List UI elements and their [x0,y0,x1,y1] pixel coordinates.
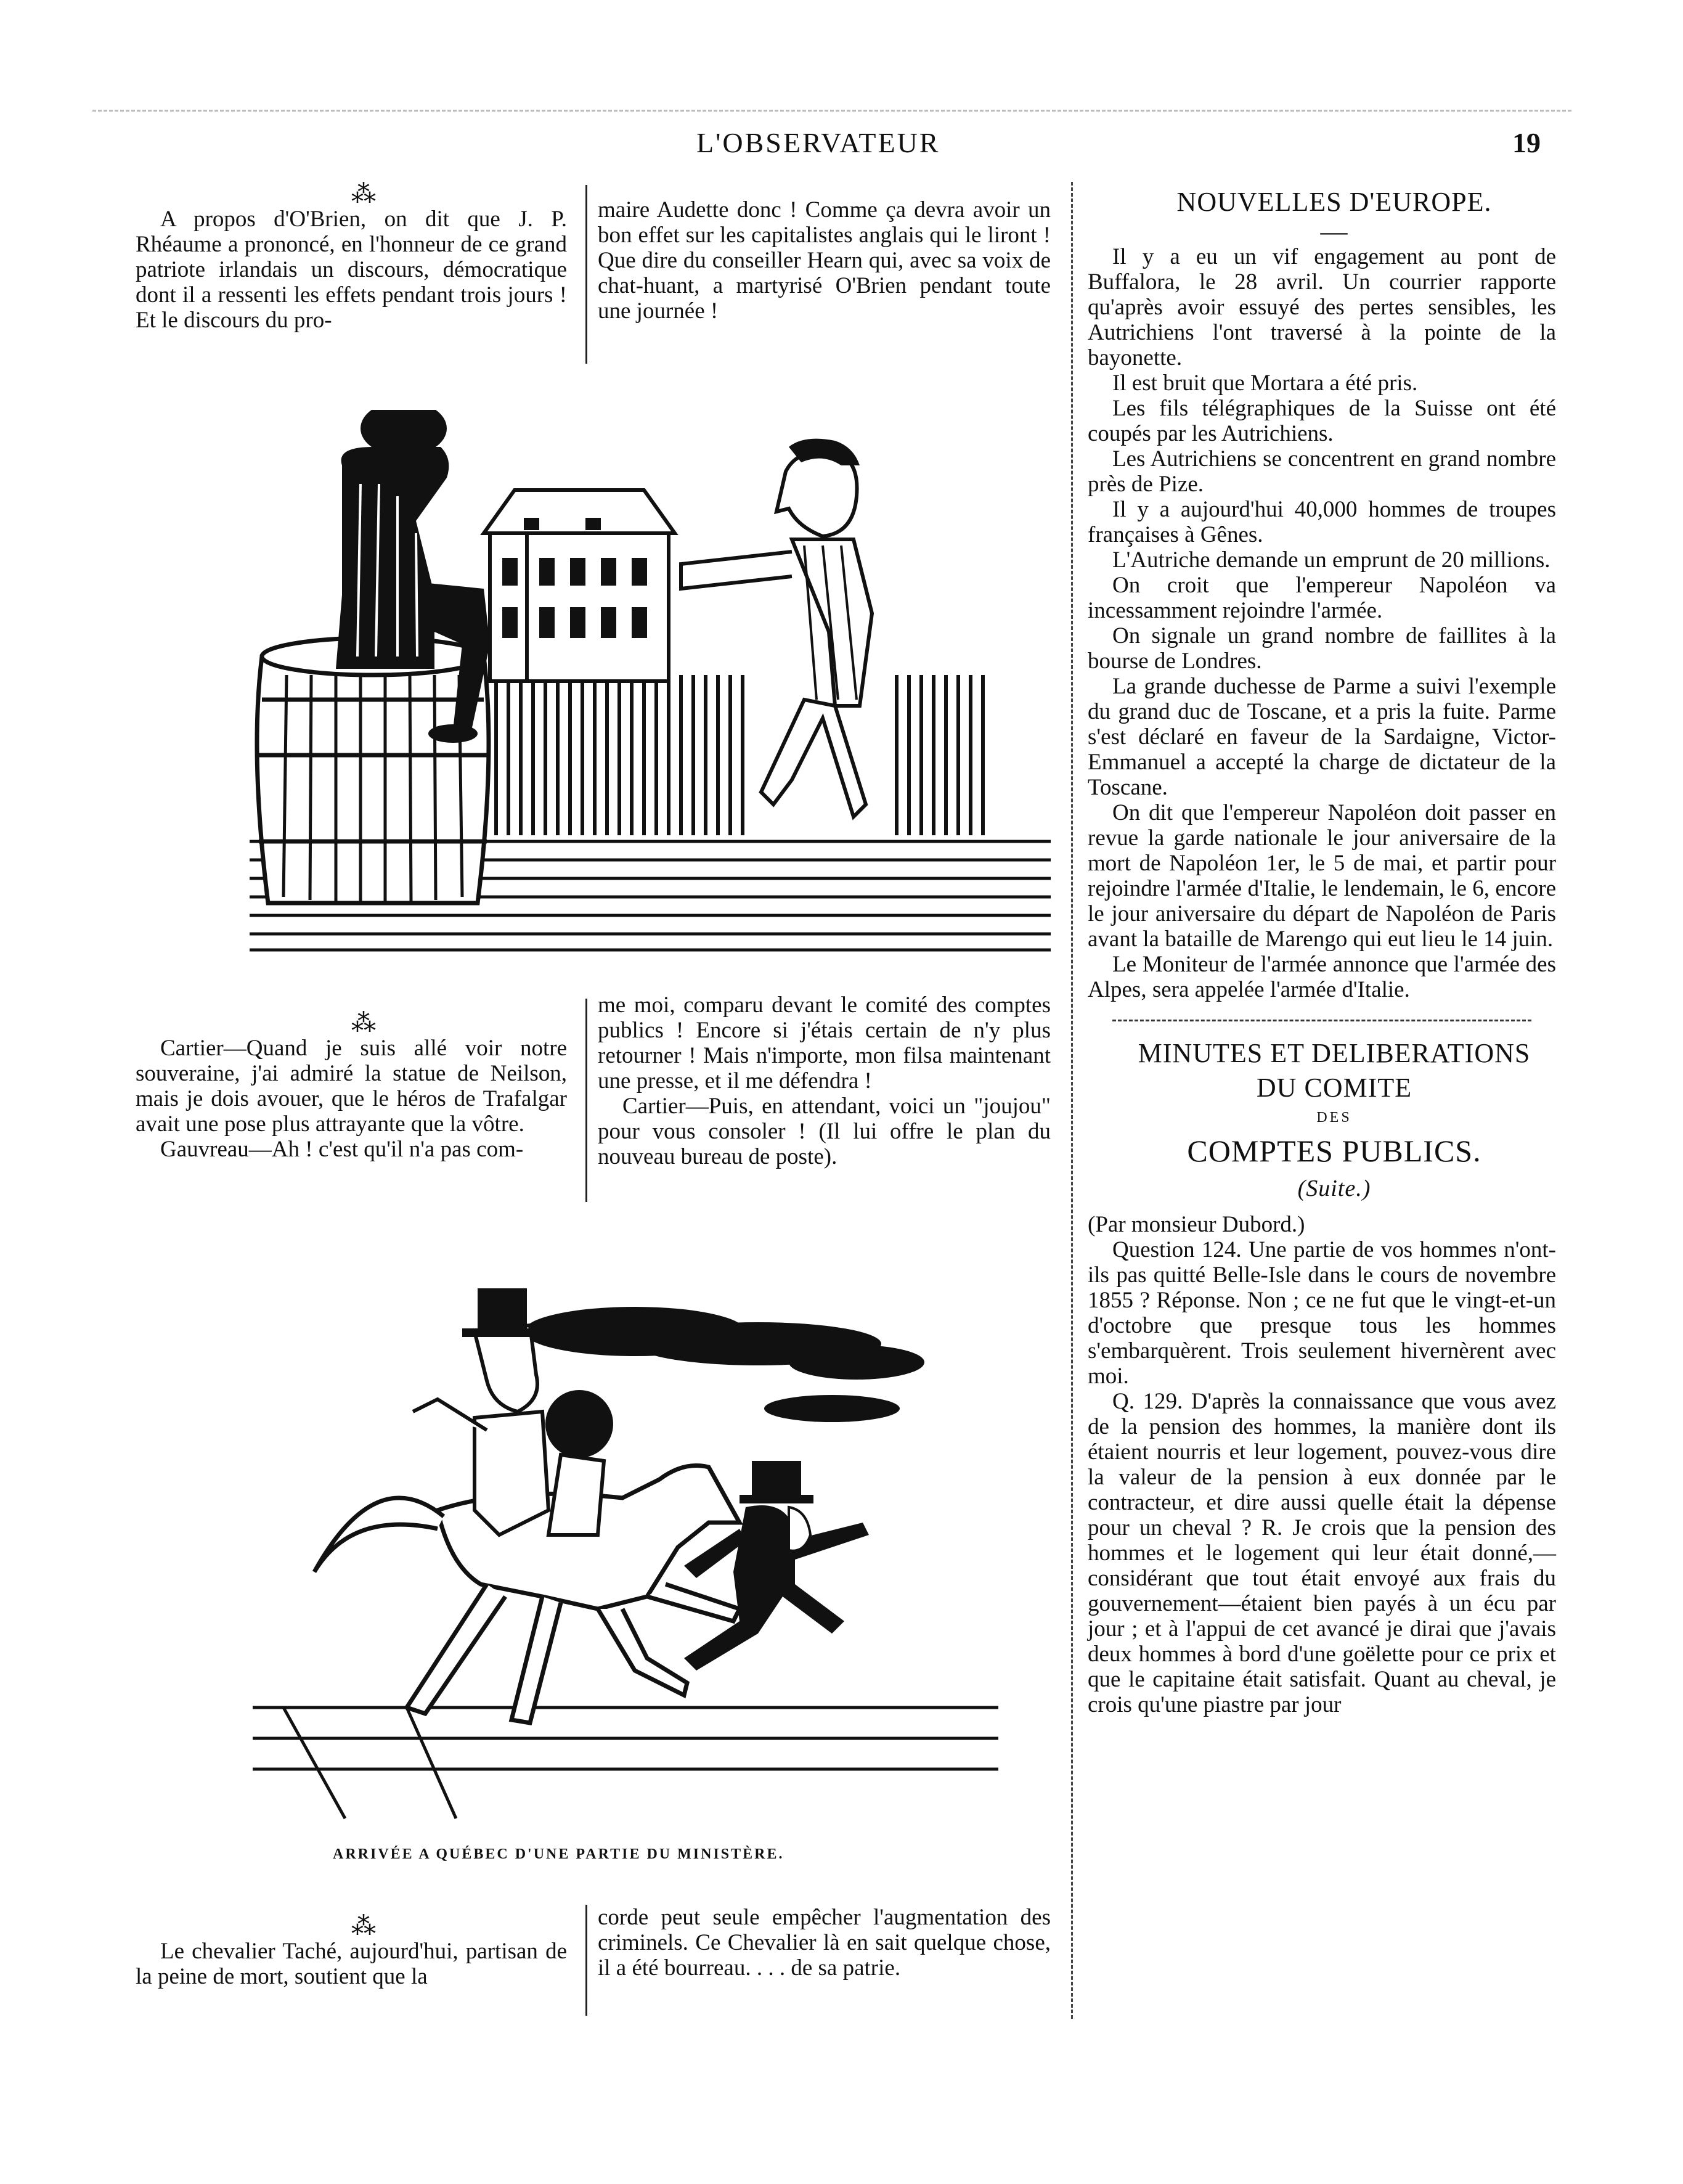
illustration-caption: ARRIVÉE A QUÉBEC D'UNE PARTIE DU MINISTÈRE. [333,1846,784,1862]
heading-nouvelles-europe: NOUVELLES D'EUROPE. [1176,187,1492,217]
column-divider [585,1905,587,2016]
paragraph-obrien-cont: maire Audette donc ! Comme ça devra avoir un bon effet sur les capitalistes anglais qui le liront ! Que dire du conseiller Hearn qui, avec sa voix de chat-huant, a martyrisé O'Brien pendant toute une journée ! [598,197,1051,324]
news-item: Les Autrichiens se concentrent en grand nombre près de Pize. [1088,446,1556,497]
main-column-divider [1071,182,1073,2019]
paragraph-tache-cont: corde peut seule empêcher l'augmentation des criminels. Ce Chevalier là en sait quelque chose, il a été bourreau. . . . de sa patrie. [598,1905,1051,1981]
illustration-barrel-house [250,410,1051,952]
paragraph-question-124: Question 124. Une partie de vos hommes n'ont-ils pas quitté Belle-Isle dans le cours de novembre 1855 ? Réponse. Non ; ce ne fut que le vingt-et-un d'octobre que presque tous les hommes s'embarquèrent. Trois seulement hivernèrent avec moi. [1088,1237,1556,1389]
news-item: Les fils télégraphiques de la Suisse ont été coupés par les Autrichiens. [1088,396,1556,446]
newspaper-title: L'OBSERVATEUR [696,127,940,158]
news-item: La grande duchesse de Parme a suivi l'exemple du grand duc de Toscane, et a pris la fuite. Parme s'est déclaré en faveur de la Sardaigne, Victor-Emmanuel a accepté la charge de dictateur de la Toscane. [1088,674,1556,800]
news-item: Il y a aujourd'hui 40,000 hommes de troupes françaises à Gênes. [1088,497,1556,547]
page-number: 19 [1512,127,1541,158]
column-mid-bottom [598,1905,1051,1981]
section-stars: ⁂ [351,1912,376,1940]
news-item: On signale un grand nombre de faillites à la bourse de Londres. [1088,623,1556,674]
column-right [1088,185,1556,1717]
news-item: On dit que l'empereur Napoléon doit passer en revue la garde nationale le jour aniversaire de la mort de Napoléon 1er, le 5 de mai, et partir pour rejoindre l'armée d'Italie, le lendemain, le 6, encore le jour aniversaire du départ de Napoléon de Paris avant la bataille de Marengo qui eut lieu le 14 juin. [1088,800,1556,952]
heading-minutes: MINUTES ET DELIBERATIONS [1138,1038,1531,1068]
paragraph-cartier: Cartier—Quand je suis allé voir notre souveraine, j'ai admiré la statue de Neilson, mais je dois avouer, que le héros de Trafalgar avait une pose plus attrayante que la vôtre. [136,1036,567,1137]
paragraph-obrien: A propos d'O'Brien, on dit que J. P. Rhéaume a prononcé, en l'honneur de ce grand patriote irlandais un discours, démocratique dont il a ressenti les effets pendant trois jours ! Et le discours du pro- [136,207,567,333]
news-item: On croit que l'empereur Napoléon va incessamment rejoindre l'armée. [1088,573,1556,623]
paragraph-par-dubord: (Par monsieur Dubord.) [1088,1212,1305,1237]
paragraph-gauvreau-cont: me moi, comparu devant le comité des comptes publics ! Encore si j'étais certain de n'y plus retourner ! Mais n'importe, mon filsa maintenant une presse, et il me défendra ! [598,992,1051,1094]
heading-dash: — [1320,216,1348,247]
column-divider [585,185,587,364]
column-left-dialogue [136,1011,567,1162]
section-rule [1112,1020,1531,1021]
news-item: L'Autriche demande un emprunt de 20 millions. [1112,547,1551,573]
news-item: Le Moniteur de l'armée annonce que l'armée des Alpes, sera appelée l'armée d'Italie. [1088,952,1556,1002]
paragraph-question-129: Q. 129. D'après la connaissance que vous avez de la pension des hommes, la manière dont ils étaient nourris et leur logement, pouvez-vous dire la valeur de la pension à eux donnée par le contracteur, et dire aussi quelle était la dépense pour un cheval ? R. Je crois que la pension des hommes et le logement qui leur était donné,—considérant que tout était envoyé aux frais du gouvernement—étaient bien payés à un écu par jour ; et à l'appui de cet avancé je dirai que j'avais deux hommes à bord d'une goëlette pour ce prix et que le capitaine était satisfait. Quant au cheval, je crois qu'une piastre par jour [1088,1389,1556,1717]
paragraph-tache: Le chevalier Taché, aujourd'hui, partisan de la peine de mort, soutient que la [136,1939,567,1989]
column-mid-dialogue [598,992,1051,1169]
paragraph-gauvreau: Gauvreau—Ah ! c'est qu'il n'a pas com- [160,1137,524,1162]
running-head [92,120,1541,176]
news-item: Il y a eu un vif engagement au pont de Buffalora, le 28 avril. Un courrier rapporte qu'après avoir essuyé des pertes sensibles, les Autrichiens l'ont traversé à la pointe de la bayonette. [1088,244,1556,370]
section-stars: ⁂ [351,1009,376,1037]
heading-des: DES [1316,1110,1352,1126]
illustration-arrival-quebec [253,1276,998,1831]
column-left-top [136,182,567,333]
heading-suite: (Suite.) [1297,1176,1371,1201]
column-mid-top [598,197,1051,324]
news-item: Il est bruit que Mortara a été pris. [1112,370,1418,396]
top-rule [92,110,1571,112]
column-divider [585,999,587,1202]
paragraph-cartier-joujou: Cartier—Puis, en attendant, voici un "joujou" pour vous consoler ! (Il lui offre le plan du nouveau bureau de poste). [598,1094,1051,1169]
section-stars: ⁂ [351,180,376,208]
heading-comptes-publics: COMPTES PUBLICS. [1187,1134,1481,1168]
heading-du-comite: DU COMITE [1256,1073,1412,1103]
column-left-bottom [136,1914,567,1989]
